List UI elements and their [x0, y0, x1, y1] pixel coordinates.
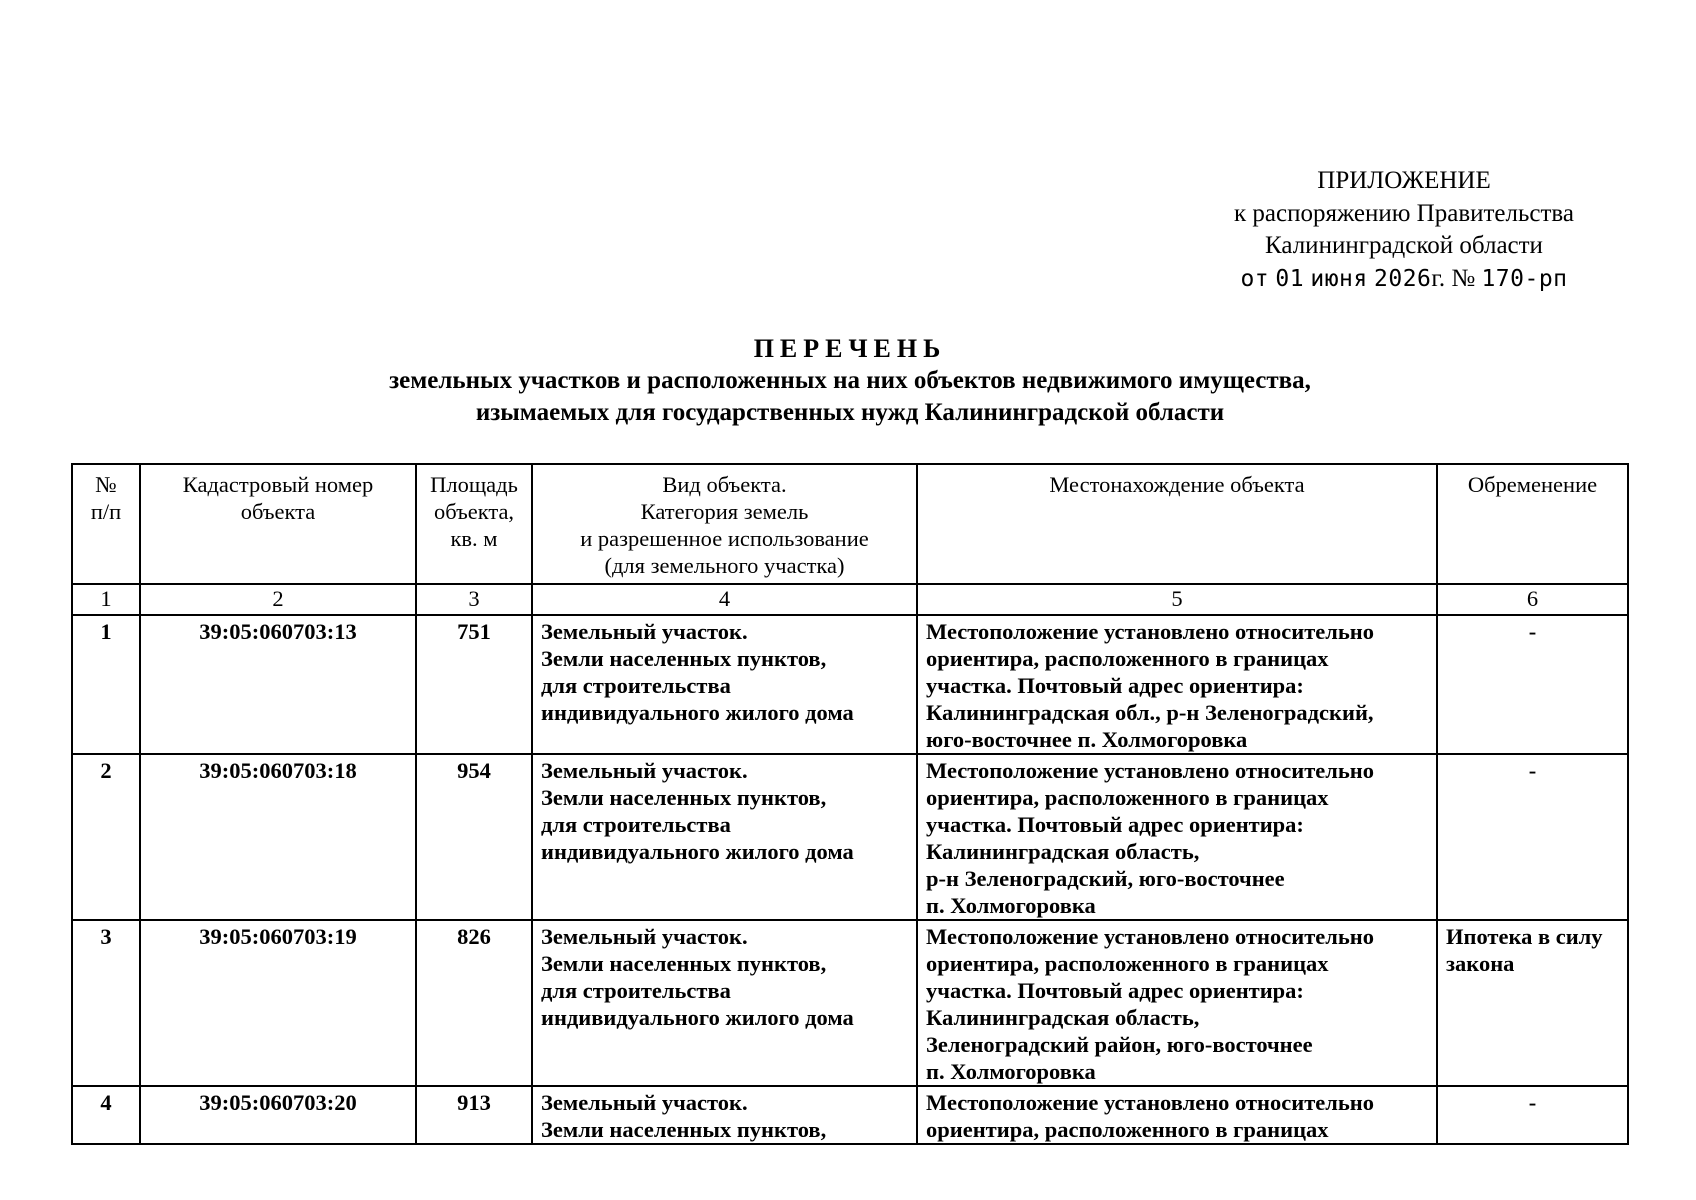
header-encumbrance: Обременение	[1437, 464, 1628, 584]
cell-encumbrance: Ипотека в силу закона	[1437, 920, 1628, 1086]
table-row	[72, 1086, 1628, 1144]
cell-location: Местоположение установлено относительно ориентира, расположенного в границах	[917, 1086, 1437, 1144]
cell-cadastral-number: 39:05:060703:19	[140, 920, 416, 1086]
cell-area: 826	[416, 920, 532, 1086]
cell-number: 1	[72, 615, 140, 754]
table-row	[72, 615, 1628, 754]
column-number: 5	[917, 584, 1437, 615]
cell-cadastral-number: 39:05:060703:20	[140, 1086, 416, 1144]
header-cadastral-number: Кадастровый номер объекта	[140, 464, 416, 584]
cell-encumbrance: -	[1437, 1086, 1628, 1144]
column-number: 1	[72, 584, 140, 615]
cell-encumbrance: -	[1437, 754, 1628, 920]
column-number: 4	[532, 584, 917, 615]
appendix-line-2: Калининградской области	[1265, 232, 1543, 259]
table-row	[72, 920, 1628, 1086]
appendix-title: ПРИЛОЖЕНИЕ	[1317, 167, 1491, 194]
document-heading	[60, 333, 1640, 429]
column-number: 6	[1437, 584, 1628, 615]
header-object-type: Вид объекта. Категория земель и разрешенное использование (для земельного участка)	[532, 464, 917, 584]
cell-area: 954	[416, 754, 532, 920]
date-prefix: от	[1240, 265, 1270, 292]
date-month: июня	[1310, 265, 1368, 292]
doc-number: 170-рп	[1481, 265, 1568, 292]
column-number: 2	[140, 584, 416, 615]
cell-cadastral-number: 39:05:060703:18	[140, 754, 416, 920]
appendix-block	[1174, 165, 1634, 295]
header-location: Местонахождение объекта	[917, 464, 1437, 584]
cell-object-type: Земельный участок. Земли населенных пунктов, для строительства индивидуального жилого дома	[532, 754, 917, 920]
cell-location: Местоположение установлено относительно ориентира, расположенного в границах участка. Почтовый адрес ориентира: Калининградская область, Зеленоградский район, юго-восточнее п. Холмогоровка	[917, 920, 1437, 1086]
date-year-suffix: г. №	[1431, 264, 1476, 292]
cell-object-type: Земельный участок. Земли населенных пунктов,	[532, 1086, 917, 1144]
cell-object-type: Земельный участок. Земли населенных пунктов, для строительства индивидуального жилого дома	[532, 615, 917, 754]
table-header-row	[72, 464, 1628, 584]
cell-cadastral-number: 39:05:060703:13	[140, 615, 416, 754]
cell-number: 2	[72, 754, 140, 920]
appendix-line-1: к распоряжению Правительства	[1233, 199, 1574, 227]
date-day: 01	[1275, 265, 1305, 292]
cell-number: 4	[72, 1086, 140, 1144]
column-numbers-row	[72, 584, 1628, 615]
document-title: ПЕРЕЧЕНЬ	[753, 334, 947, 363]
table-row	[72, 754, 1628, 920]
appendix-date-line	[1174, 263, 1634, 296]
header-area: Площадь объекта, кв. м	[416, 464, 532, 584]
column-number: 3	[416, 584, 532, 615]
cell-area: 751	[416, 615, 532, 754]
cell-number: 3	[72, 920, 140, 1086]
land-plots-table	[71, 463, 1629, 1145]
cell-location: Местоположение установлено относительно ориентира, расположенного в границах участка. Почтовый адрес ориентира: Калининградская обл., р-н Зеленоградский, юго-восточнее п. Холмогоровка	[917, 615, 1437, 754]
date-year: 2026	[1374, 265, 1432, 292]
cell-encumbrance: -	[1437, 615, 1628, 754]
cell-area: 913	[416, 1086, 532, 1144]
document-subtitle-1: земельных участков и расположенных на них объектов недвижимого имущества,	[389, 367, 1311, 394]
document-subtitle-2: изымаемых для государственных нужд Калининградской области	[475, 399, 1225, 426]
cell-object-type: Земельный участок. Земли населенных пунктов, для строительства индивидуального жилого дома	[532, 920, 917, 1086]
header-number: № п/п	[72, 464, 140, 584]
cell-location: Местоположение установлено относительно ориентира, расположенного в границах участка. Почтовый адрес ориентира: Калининградская область, р-н Зеленоградский, юго-восточнее п. Холмогоровка	[917, 754, 1437, 920]
